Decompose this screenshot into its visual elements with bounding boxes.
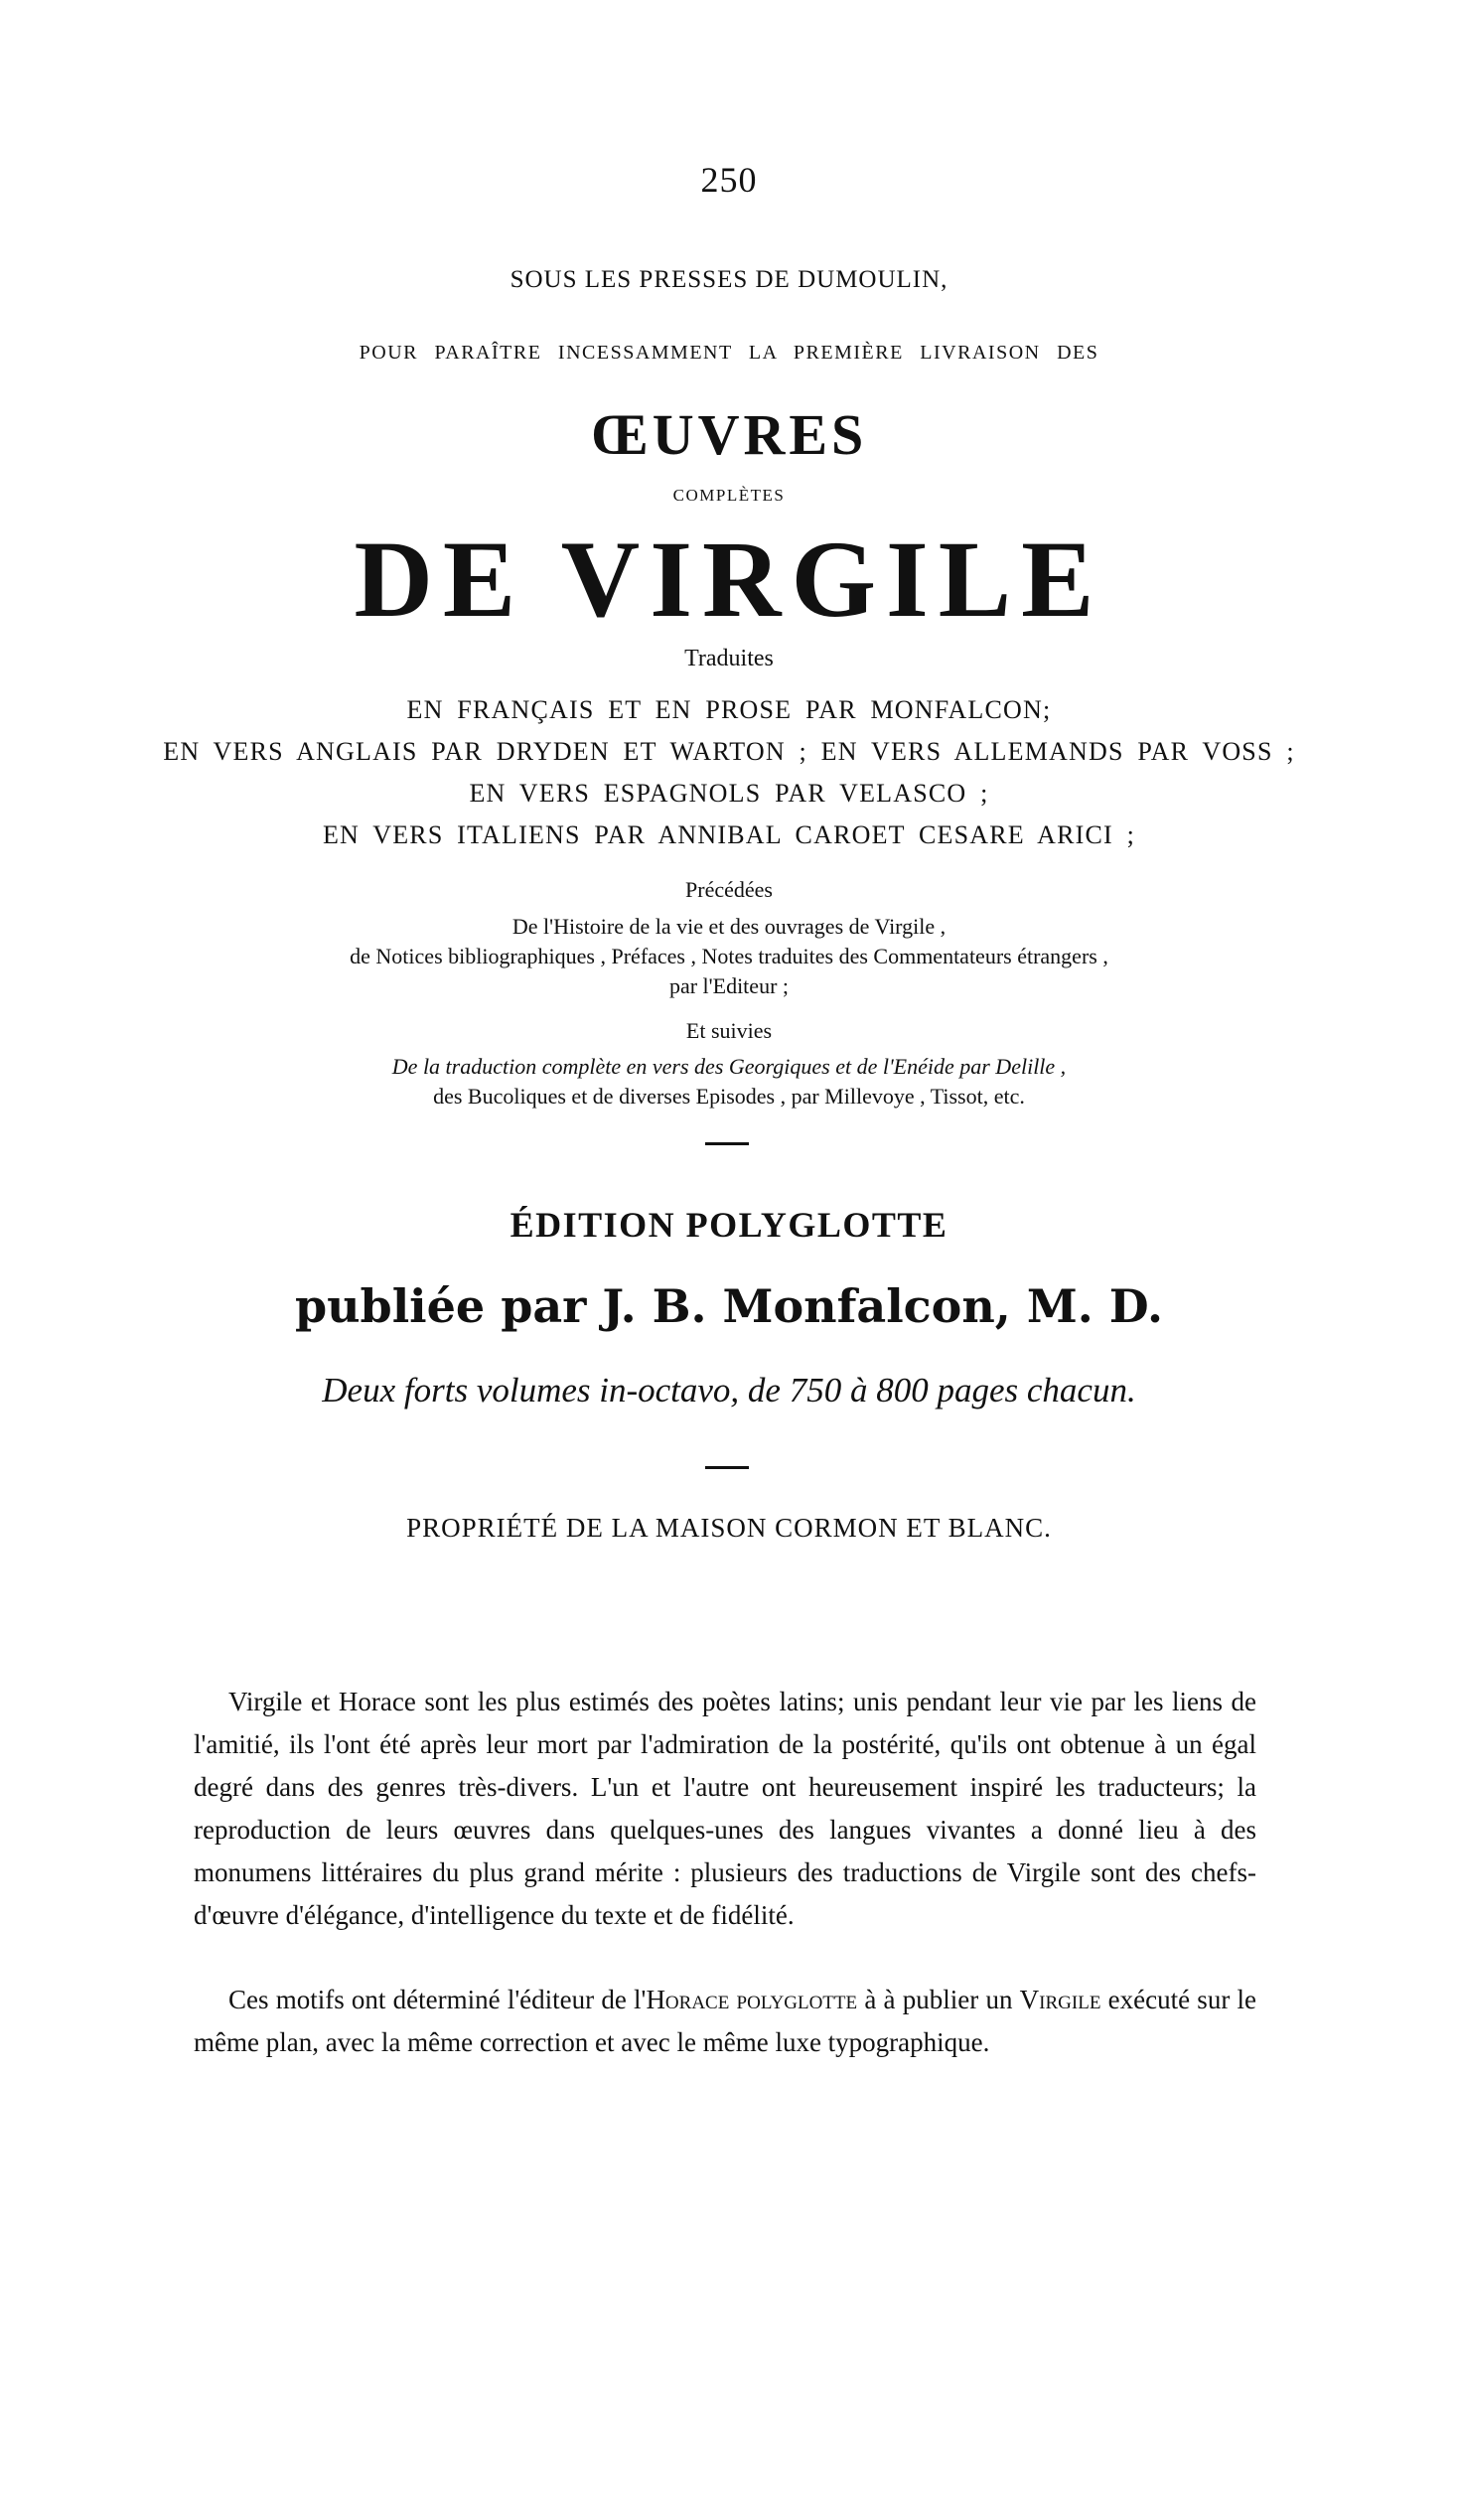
- title-main: DE VIRGILE: [354, 519, 1104, 640]
- title-completes: COMPLÈTES: [672, 486, 786, 505]
- title-oeuvres: ŒUVRES: [590, 402, 868, 467]
- paragraph-2-part: exécuté sur le même plan, avec la même correction et avec le même luxe typographique.: [194, 1985, 1257, 2057]
- translation-line: EN VERS ANGLAIS PAR DRYDEN ET WARTON ; EN VERS ALLEMANDS PAR VOSS ;: [163, 737, 1295, 766]
- property-line: PROPRIÉTÉ DE LA MAISON CORMON ET BLANC.: [406, 1513, 1052, 1543]
- precedees-label: Précédées: [685, 877, 773, 902]
- translation-line: EN FRANÇAIS ET EN PROSE PAR MONFALCON;: [406, 695, 1052, 724]
- press-line: SOUS LES PRESSES DE DUMOULIN,: [510, 266, 948, 293]
- followed-line-italic: De la traduction complète en vers des Georgiques et de l'Enéide par Delille ,: [391, 1054, 1067, 1079]
- translation-line: EN VERS ESPAGNOLS PAR VELASCO ;: [469, 779, 989, 808]
- translation-line: EN VERS ITALIENS PAR ANNIBAL CAROET CESARE ARICI ;: [322, 820, 1136, 849]
- preceded-line: par l'Editeur ;: [668, 973, 790, 998]
- volumes-line: Deux forts volumes in-octavo, de 750 à 800 pages chacun.: [322, 1371, 1136, 1409]
- followed-line: [0, 1054, 1458, 1080]
- publisher-line: publiée par J. B. Monfalcon, M. D.: [294, 1279, 1164, 1333]
- suivies-label: Et suivies: [685, 1018, 773, 1043]
- edition-heading: ÉDITION POLYGLOTTE: [510, 1205, 948, 1245]
- preceded-line: De l'Histoire de la vie et des ouvrages de Virgile ,: [511, 914, 947, 939]
- preceded-line: de Notices bibliographiques , Préfaces , Notes traduites des Commentateurs étrangers ,: [350, 944, 1108, 968]
- divider-rule: [705, 1466, 749, 1469]
- divider-rule: [705, 1142, 749, 1145]
- forthcoming-line: POUR PARAÎTRE INCESSAMMENT LA PREMIÈRE LIVRAISON DES: [359, 342, 1099, 364]
- followed-line: des Bucoliques et de diverses Episodes , par Millevoye , Tissot, etc.: [433, 1084, 1025, 1109]
- paragraph-2-part: Ces motifs ont déterminé l'éditeur de l': [228, 1985, 647, 2014]
- horace-polyglotte-ref: Horace polyglotte: [646, 1985, 858, 2014]
- body-paragraph-2: [194, 1979, 1256, 2064]
- virgile-ref: Virgile: [1019, 1985, 1101, 2014]
- page-number: 250: [700, 160, 758, 200]
- paragraph-2-part: à à publier un: [857, 1985, 1020, 2014]
- body-paragraph-1: Virgile et Horace sont les plus estimés des poètes latins; unis pendant leur vie par les liens de l'amitié, ils l'ont été après leur mort par l'admiration de la postérité, qu'ils ont obtenue à un égal degré dans des genres très-divers. L'un et l'autre ont heureusement inspiré les traducteurs; la reproduction de leurs œuvres dans quelques-unes des langues vivantes a donné lieu à des monumens littéraires du plus grand mérite : plusieurs des traductions de Virgile sont des chefs-d'œuvre d'élégance, d'intelligence du texte et de fidélité.: [194, 1687, 1256, 1930]
- traduites-label: Traduites: [684, 646, 774, 671]
